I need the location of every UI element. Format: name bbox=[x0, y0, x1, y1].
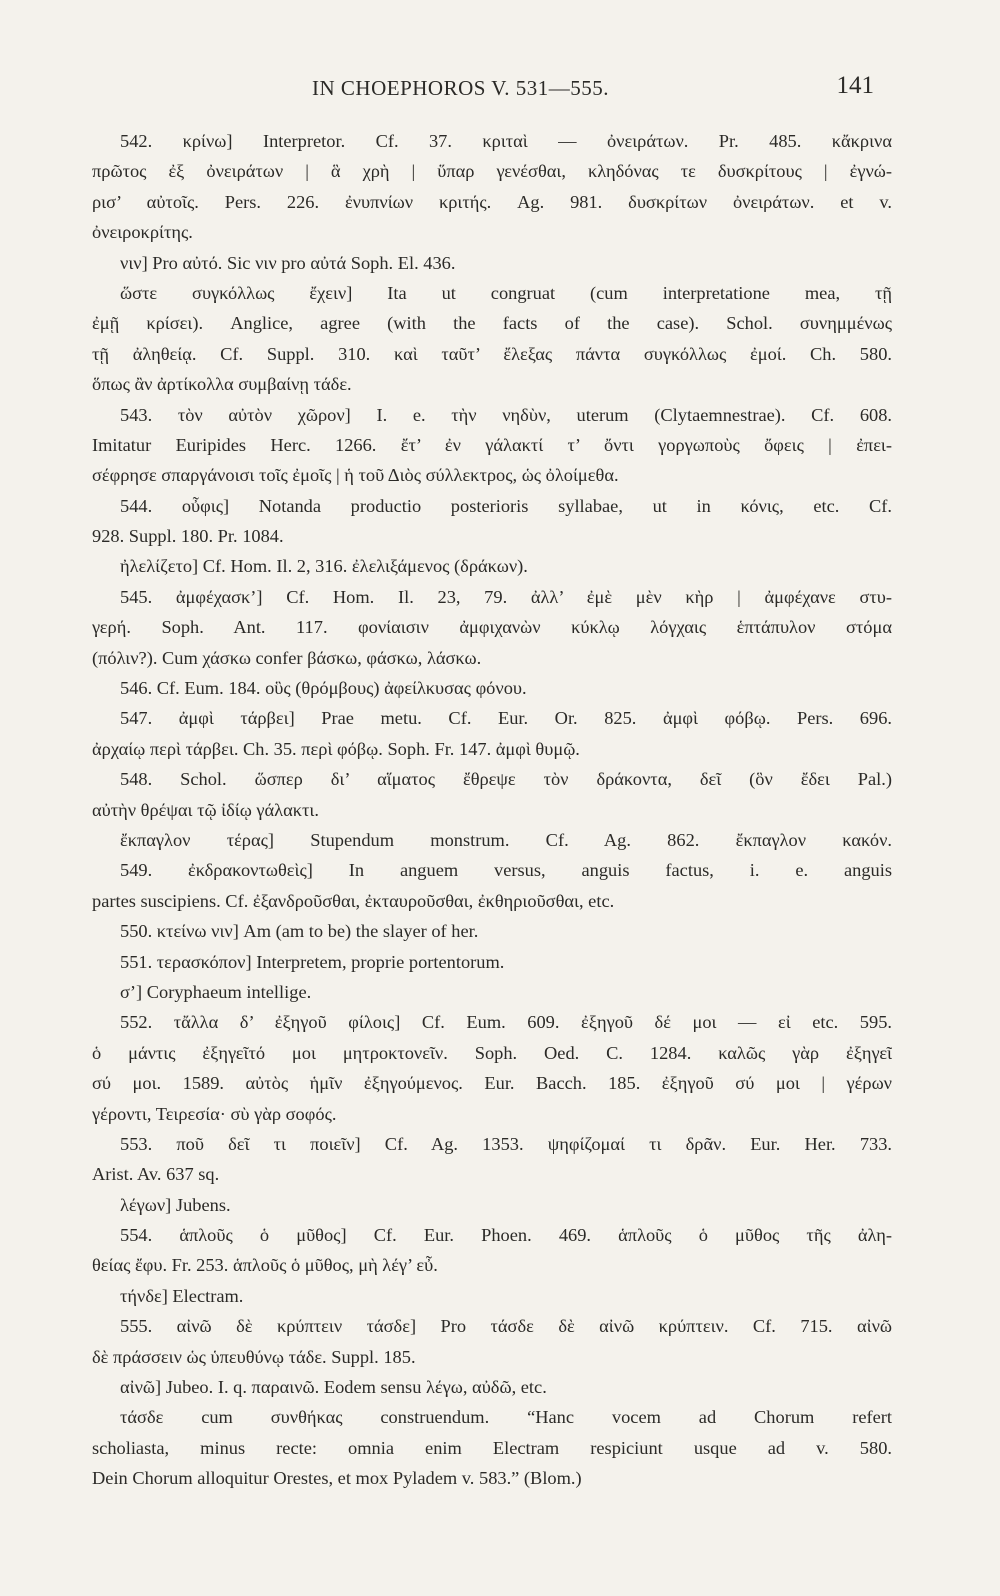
page-number: 141 bbox=[836, 72, 874, 99]
commentary-line: νιν] Pro αὐτό. Sic νιν pro αὐτά Soph. El. 436. bbox=[120, 252, 456, 273]
running-head bbox=[0, 72, 1000, 102]
commentary-line: ρισ’ αὐτοῖς. Pers. 226. ἐνυπνίων κριτής. Ag. 981. δυσκρίτων ὀνειράτων. et v. bbox=[92, 191, 892, 212]
commentary-line: ὁ μάντις ἐξηγεῖτό μοι μητροκτονεῖν. Soph. Oed. C. 1284. καλῶς γὰρ ἐξηγεῖ bbox=[92, 1042, 892, 1063]
commentary-line: 551. τερασκόπον] Interpretem, proprie portentorum. bbox=[120, 951, 505, 972]
commentary-line: αἰνῶ] Jubeo. I. q. παραινῶ. Eodem sensu λέγω, αὐδῶ, etc. bbox=[120, 1377, 547, 1398]
commentary-line: partes suscipiens. Cf. ἐξανδροῦσθαι, ἐκταυροῦσθαι, ἐκθηριοῦσθαι, etc. bbox=[92, 890, 615, 911]
commentary-line: ἠλελίζετο] Cf. Hom. Il. 2, 316. ἐλελιξάμενος (δράκων). bbox=[120, 556, 528, 577]
commentary-line: ἔκπαγλον τέρας] Stupendum monstrum. Cf. Ag. 862. ἔκπαγλον κακόν. bbox=[120, 829, 892, 850]
commentary-line: scholiasta, minus recte: omnia enim Electram respiciunt usque ad v. 580. bbox=[92, 1437, 892, 1458]
commentary-line: ὥστε συγκόλλως ἔχειν] Ita ut congruat (cum interpretatione mea, τῇ bbox=[120, 282, 892, 303]
commentary-line: 552. τἄλλα δ’ ἐξηγοῦ φίλοις] Cf. Eum. 609. ἐξηγοῦ δέ μοι — εἰ etc. 595. bbox=[120, 1012, 892, 1033]
commentary-line: 543. τὸν αὐτὸν χῶρον] I. e. τὴν νηδὺν, uterum (Clytaemnestrae). Cf. 608. bbox=[120, 404, 892, 425]
commentary-line: Imitatur Euripides Herc. 1266. ἔτ’ ἐν γάλακτί τ’ ὄντι γοργωποὺς ὄφεις | ἐπει- bbox=[92, 434, 892, 455]
commentary-line: 928. Suppl. 180. Pr. 1084. bbox=[92, 526, 284, 547]
commentary-line: Arist. Av. 637 sq. bbox=[92, 1164, 220, 1185]
commentary-line: τῇ ἀληθείᾳ. Cf. Suppl. 310. καὶ ταῦτ’ ἔλεξας πάντα συγκόλλως ἐμοί. Ch. 580. bbox=[92, 343, 892, 364]
commentary-line: αὐτὴν θρέψαι τῷ ἰδίῳ γάλακτι. bbox=[92, 799, 319, 820]
commentary-line: 554. ἁπλοῦς ὁ μῦθος] Cf. Eur. Phoen. 469. ἁπλοῦς ὁ μῦθος τῆς ἀλη- bbox=[120, 1225, 892, 1246]
commentary-line: ἀρχαίῳ περὶ τάρβει. Ch. 35. περὶ φόβῳ. Soph. Fr. 147. ἀμφὶ θυμῷ. bbox=[92, 738, 580, 759]
commentary-line: 548. Schol. ὥσπερ δι’ αἵματος ἔθρεψε τὸν δράκοντα, δεῖ (ὃν ἔδει Pal.) bbox=[120, 769, 892, 790]
commentary-line: σ’] Coryphaeum intellige. bbox=[120, 981, 312, 1002]
commentary-line: ὀνειροκρίτης. bbox=[92, 222, 193, 243]
commentary-line: σέφρησε σπαργάνοισι τοῖς ἐμοῖς | ἡ τοῦ Διὸς σύλλεκτρος, ὡς ὀλοίμεθα. bbox=[92, 465, 619, 486]
commentary-line: 545. ἀμφέχασκ’] Cf. Hom. Il. 23, 79. ἀλλ’ ἐμὲ μὲν κὴρ | ἀμφέχανε στυ- bbox=[120, 586, 892, 607]
commentary-line: πρῶτος ἐξ ὀνειράτων | ἃ χρὴ | ὕπαρ γενέσθαι, κληδόνας τε δυσκρίτους | ἐγνώ- bbox=[92, 161, 892, 182]
commentary-line: (πόλιν?). Cum χάσκω confer βάσκω, φάσκω, λάσκω. bbox=[92, 647, 482, 668]
commentary-line: 550. κτείνω νιν] Am (am to be) the slayer of her. bbox=[120, 921, 479, 942]
commentary-line: ὅπως ἂν ἀρτίκολλα συμβαίνῃ τάδε. bbox=[92, 374, 352, 395]
commentary-line: Dein Chorum alloquitur Orestes, et mox Pyladem v. 583.” (Blom.) bbox=[92, 1468, 582, 1489]
commentary-line: ἐμῇ κρίσει). Anglice, agree (with the facts of the case). Schol. συνημμένως bbox=[92, 313, 892, 334]
commentary-line: 547. ἀμφὶ τάρβει] Prae metu. Cf. Eur. Or. 825. ἀμφὶ φόβῳ. Pers. 696. bbox=[120, 708, 892, 729]
commentary-line: γερή. Soph. Ant. 117. φονίαισιν ἀμφιχανὼν κύκλῳ λόγχαις ἑπτάπυλον στόμα bbox=[92, 617, 892, 638]
commentary-line: τήνδε] Electram. bbox=[120, 1285, 244, 1306]
commentary-line: θείας ἔφυ. Fr. 253. ἁπλοῦς ὁ μῦθος, μὴ λέγ’ εὖ. bbox=[92, 1255, 438, 1276]
running-title: IN CHOEPHOROS V. 531—555. bbox=[312, 76, 610, 100]
commentary-line: τάσδε cum συνθήκας construendum. “Hanc vocem ad Chorum refert bbox=[120, 1407, 892, 1428]
commentary-text bbox=[92, 126, 892, 1494]
commentary-line: 555. αἰνῶ δὲ κρύπτειν τάσδε] Pro τάσδε δὲ αἰνῶ κρύπτειν. Cf. 715. αἰνῶ bbox=[120, 1316, 892, 1337]
commentary-line: 546. Cf. Eum. 184. οὓς (θρόμβους) ἀφείλκυσας φόνου. bbox=[120, 678, 527, 699]
commentary-line: δὲ πράσσειν ὡς ὑπευθύνῳ τάδε. Suppl. 185. bbox=[92, 1346, 416, 1367]
commentary-line: λέγων] Jubens. bbox=[120, 1194, 231, 1215]
commentary-line: 544. οὖφις] Notanda productio posterioris syllabae, ut in κόνις, etc. Cf. bbox=[120, 495, 892, 516]
commentary-line: γέροντι, Τειρεσία· σὺ γὰρ σοφός. bbox=[92, 1103, 337, 1124]
commentary-line: 553. ποῦ δεῖ τι ποιεῖν] Cf. Ag. 1353. ψηφίζομαί τι δρᾶν. Eur. Her. 733. bbox=[120, 1133, 892, 1154]
commentary-line: 549. ἐκδρακοντωθεὶς] In anguem versus, anguis factus, i. e. anguis bbox=[120, 860, 892, 881]
commentary-line: σύ μοι. 1589. αὐτὸς ἡμῖν ἐξηγούμενος. Eur. Bacch. 185. ἐξηγοῦ σύ μοι | γέρων bbox=[92, 1073, 892, 1094]
commentary-line: 542. κρίνω] Interpretor. Cf. 37. κριταὶ — ὀνειράτων. Pr. 485. κἄκρινα bbox=[120, 131, 892, 151]
